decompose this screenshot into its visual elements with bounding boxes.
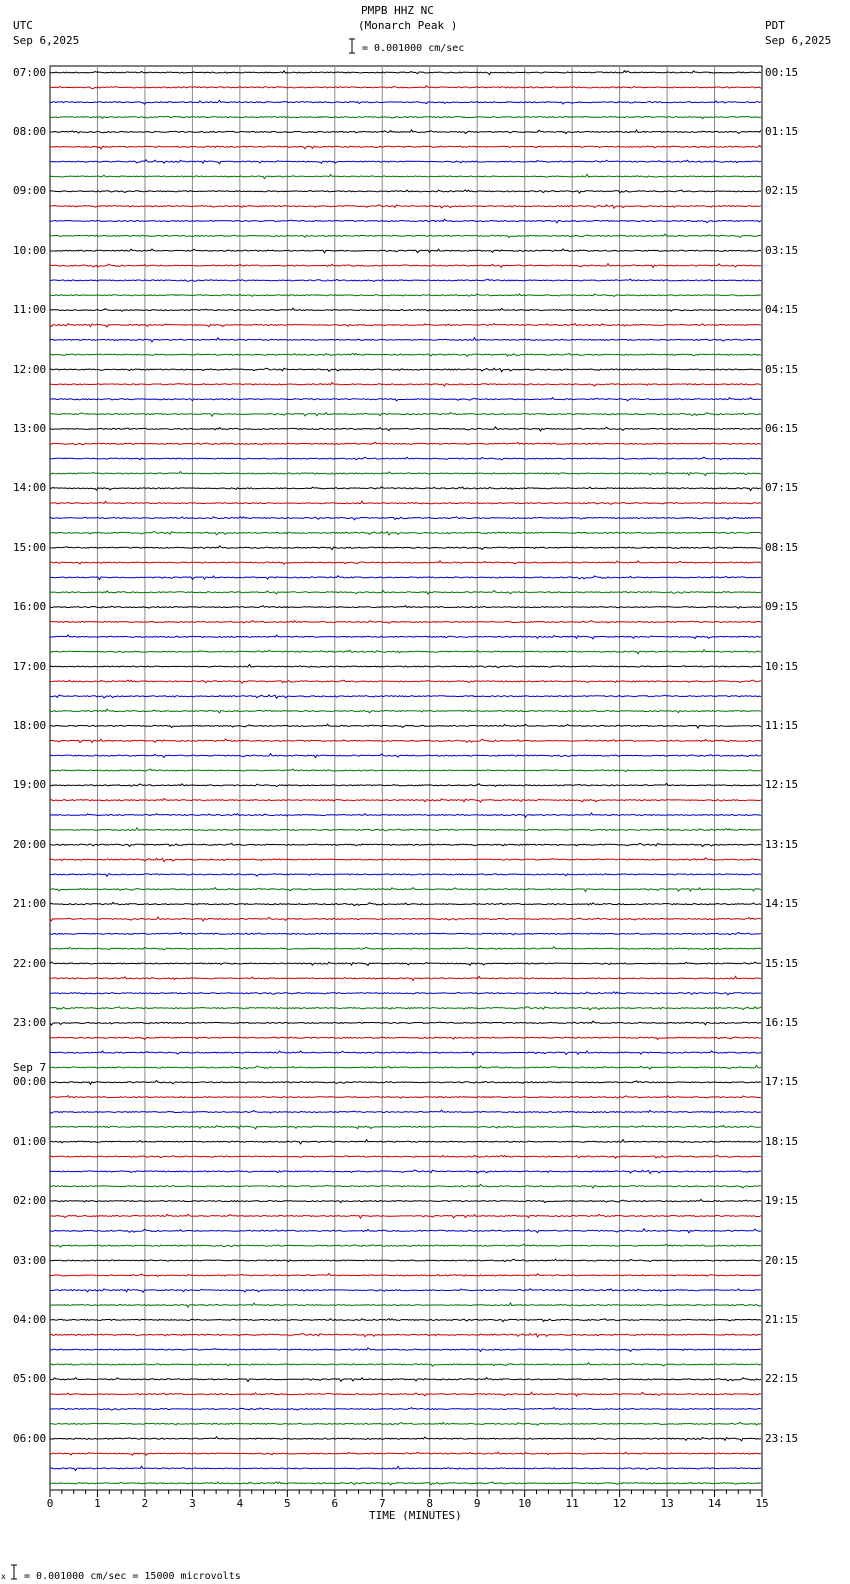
utc-hour-label: 05:00 xyxy=(13,1372,47,1386)
trace-8 xyxy=(50,174,761,178)
trace-14 xyxy=(50,264,761,268)
utc-hour-label: 18:00 xyxy=(13,718,47,732)
trace-18 xyxy=(50,324,761,328)
trace-42 xyxy=(50,680,761,683)
time-axis xyxy=(50,1490,762,1497)
trace-45 xyxy=(50,724,761,728)
trace-23 xyxy=(50,398,761,401)
trace-76 xyxy=(50,1184,761,1188)
trace-58 xyxy=(50,917,761,921)
utc-hour-label: 07:00 xyxy=(13,65,47,79)
pdt-hour-label: 19:15 xyxy=(765,1194,799,1208)
right-timezone: PDT xyxy=(765,19,785,32)
utc-hour-label: 11:00 xyxy=(13,303,47,317)
utc-hour-label: 08:00 xyxy=(13,124,47,138)
trace-37 xyxy=(50,606,761,609)
x-tick-label: 8 xyxy=(426,1497,434,1510)
trace-33 xyxy=(50,546,761,550)
station-location: (Monarch Peak ) xyxy=(358,19,458,32)
trace-61 xyxy=(50,962,761,966)
trace-50 xyxy=(50,799,761,803)
trace-94 xyxy=(50,1452,761,1455)
right-date: Sep 6,2025 xyxy=(765,34,832,47)
trace-87 xyxy=(50,1348,761,1352)
trace-34 xyxy=(50,561,761,564)
x-axis-title: TIME (MINUTES) xyxy=(369,1509,462,1522)
trace-63 xyxy=(50,992,761,995)
pdt-hour-label: 00:15 xyxy=(765,65,799,79)
trace-84 xyxy=(50,1303,761,1307)
x-tick-label: 9 xyxy=(473,1497,481,1510)
x-tick-label: 12 xyxy=(613,1497,627,1510)
utc-hour-label: 19:00 xyxy=(13,778,47,792)
trace-15 xyxy=(50,279,761,282)
trace-59 xyxy=(50,932,761,935)
trace-57 xyxy=(50,902,761,905)
trace-55 xyxy=(50,874,761,877)
utc-hour-label: 09:00 xyxy=(13,184,47,198)
trace-91 xyxy=(50,1408,761,1411)
trace-44 xyxy=(50,709,761,713)
trace-53 xyxy=(50,844,761,847)
trace-52 xyxy=(50,828,761,831)
x-tick-label: 0 xyxy=(46,1497,54,1510)
pdt-hour-label: 04:15 xyxy=(765,303,799,317)
trace-85 xyxy=(50,1319,761,1322)
pdt-hour-label: 01:15 xyxy=(765,124,799,138)
pdt-hour-label: 06:15 xyxy=(765,421,799,435)
date-change-label: Sep 7 xyxy=(13,1061,47,1075)
station-title: PMPB HHZ NC xyxy=(361,4,434,17)
trace-9 xyxy=(50,190,761,193)
trace-30 xyxy=(50,501,761,504)
trace-67 xyxy=(50,1051,761,1055)
trace-36 xyxy=(50,590,761,594)
trace-7 xyxy=(50,160,761,164)
trace-47 xyxy=(50,754,761,758)
utc-hour-label: 17:00 xyxy=(13,659,47,673)
x-tick-label: 14 xyxy=(707,1497,722,1510)
trace-1 xyxy=(50,71,761,75)
left-date: Sep 6,2025 xyxy=(13,34,80,47)
utc-hour-label: 14:00 xyxy=(13,481,47,495)
pdt-hour-label: 03:15 xyxy=(765,243,799,257)
utc-hour-label: 15:00 xyxy=(13,540,47,554)
trace-3 xyxy=(50,100,761,104)
trace-62 xyxy=(50,976,761,980)
footer-scale-icon xyxy=(11,1565,17,1579)
trace-60 xyxy=(50,947,761,950)
trace-83 xyxy=(50,1289,761,1293)
x-tick-label: 15 xyxy=(755,1497,769,1510)
trace-72 xyxy=(50,1125,761,1129)
trace-17 xyxy=(50,308,761,311)
trace-39 xyxy=(50,635,761,639)
trace-74 xyxy=(50,1155,761,1158)
pdt-hour-label: 12:15 xyxy=(765,778,799,792)
trace-24 xyxy=(50,412,761,416)
trace-79 xyxy=(50,1229,761,1233)
trace-38 xyxy=(50,621,761,624)
utc-hour-label: 02:00 xyxy=(13,1194,47,1208)
footer-scale-text: = 0.001000 cm/sec = 15000 microvolts xyxy=(24,1571,241,1582)
utc-hour-label: 20:00 xyxy=(13,837,47,851)
pdt-hour-label: 23:15 xyxy=(765,1431,799,1445)
x-tick-label: 4 xyxy=(236,1497,244,1510)
utc-hour-label: 03:00 xyxy=(13,1253,47,1267)
trace-95 xyxy=(50,1466,761,1470)
trace-92 xyxy=(50,1422,761,1425)
trace-27 xyxy=(50,457,761,460)
trace-64 xyxy=(50,1007,761,1010)
trace-82 xyxy=(50,1273,761,1276)
pdt-hour-label: 16:15 xyxy=(765,1015,799,1029)
utc-hour-label: 04:00 xyxy=(13,1312,47,1326)
plot-frame xyxy=(50,66,762,1490)
x-tick-label: 6 xyxy=(331,1497,339,1510)
trace-layer xyxy=(50,71,761,1485)
trace-69 xyxy=(50,1081,761,1085)
x-tick-label: 11 xyxy=(565,1497,579,1510)
trace-88 xyxy=(50,1363,761,1366)
pdt-hour-label: 17:15 xyxy=(765,1075,799,1089)
utc-hour-label: 00:00 xyxy=(13,1075,47,1089)
trace-71 xyxy=(50,1110,761,1113)
utc-hour-label: 21:00 xyxy=(13,897,47,911)
trace-73 xyxy=(50,1140,761,1144)
utc-hour-label: 10:00 xyxy=(13,243,47,257)
x-tick-label: 13 xyxy=(660,1497,674,1510)
scale-bar-label: = 0.001000 cm/sec xyxy=(362,43,465,54)
trace-48 xyxy=(50,769,761,772)
x-tick-label: 2 xyxy=(141,1497,149,1510)
trace-12 xyxy=(50,234,761,237)
pdt-hour-label: 09:15 xyxy=(765,600,799,614)
trace-81 xyxy=(50,1259,761,1262)
utc-hour-label: 12:00 xyxy=(13,362,47,376)
trace-32 xyxy=(50,532,761,535)
trace-2 xyxy=(50,86,761,89)
pdt-hour-label: 02:15 xyxy=(765,184,799,198)
pdt-hour-label: 21:15 xyxy=(765,1312,799,1326)
x-tick-label: 7 xyxy=(378,1497,386,1510)
pdt-hour-label: 05:15 xyxy=(765,362,799,376)
footer-scale-prefix: x xyxy=(1,1572,6,1581)
trace-78 xyxy=(50,1214,761,1218)
trace-10 xyxy=(50,205,761,208)
x-tick-label: 10 xyxy=(518,1497,532,1510)
pdt-hour-label: 22:15 xyxy=(765,1372,799,1386)
pdt-hour-label: 15:15 xyxy=(765,956,799,970)
trace-31 xyxy=(50,517,761,520)
trace-4 xyxy=(50,117,761,119)
utc-hour-label: 23:00 xyxy=(13,1015,47,1029)
trace-25 xyxy=(50,427,761,431)
utc-hour-label: 22:00 xyxy=(13,956,47,970)
trace-22 xyxy=(50,383,761,387)
x-tick-label: 1 xyxy=(94,1497,101,1510)
utc-hour-label: 06:00 xyxy=(13,1431,47,1445)
trace-28 xyxy=(50,472,761,476)
trace-46 xyxy=(50,739,761,743)
trace-66 xyxy=(50,1037,761,1040)
trace-93 xyxy=(50,1437,761,1441)
pdt-hour-label: 07:15 xyxy=(765,481,799,495)
utc-hour-label: 01:00 xyxy=(13,1134,47,1148)
trace-35 xyxy=(50,576,761,580)
trace-40 xyxy=(50,650,761,654)
trace-26 xyxy=(50,442,761,445)
trace-77 xyxy=(50,1199,761,1202)
trace-43 xyxy=(50,695,761,698)
trace-51 xyxy=(50,813,761,817)
utc-hour-label: 13:00 xyxy=(13,421,47,435)
trace-70 xyxy=(50,1096,761,1099)
pdt-hour-label: 13:15 xyxy=(765,837,799,851)
trace-56 xyxy=(50,888,761,892)
trace-96 xyxy=(50,1482,761,1485)
trace-75 xyxy=(50,1170,761,1173)
pdt-hour-label: 08:15 xyxy=(765,540,799,554)
trace-11 xyxy=(50,219,761,223)
trace-21 xyxy=(50,368,761,371)
left-timezone: UTC xyxy=(13,19,33,32)
minute-grid xyxy=(50,66,762,1490)
trace-80 xyxy=(50,1244,761,1247)
pdt-hour-label: 11:15 xyxy=(765,718,799,732)
trace-20 xyxy=(50,353,761,356)
trace-29 xyxy=(50,487,761,491)
trace-19 xyxy=(50,338,761,342)
trace-49 xyxy=(50,783,761,786)
pdt-hour-label: 10:15 xyxy=(765,659,799,673)
trace-13 xyxy=(50,249,761,253)
trace-6 xyxy=(50,146,761,149)
pdt-hour-label: 18:15 xyxy=(765,1134,799,1148)
scale-bar-icon xyxy=(349,39,355,53)
trace-16 xyxy=(50,294,761,297)
utc-hour-label: 16:00 xyxy=(13,600,47,614)
trace-89 xyxy=(50,1378,761,1382)
trace-86 xyxy=(50,1334,761,1337)
pdt-hour-label: 14:15 xyxy=(765,897,799,911)
x-tick-label: 5 xyxy=(284,1497,291,1510)
trace-41 xyxy=(50,664,761,667)
trace-68 xyxy=(50,1066,761,1070)
pdt-hour-label: 20:15 xyxy=(765,1253,799,1267)
trace-5 xyxy=(50,130,761,134)
x-tick-label: 3 xyxy=(189,1497,196,1510)
trace-54 xyxy=(50,858,761,862)
trace-90 xyxy=(50,1392,761,1396)
trace-65 xyxy=(50,1021,761,1025)
